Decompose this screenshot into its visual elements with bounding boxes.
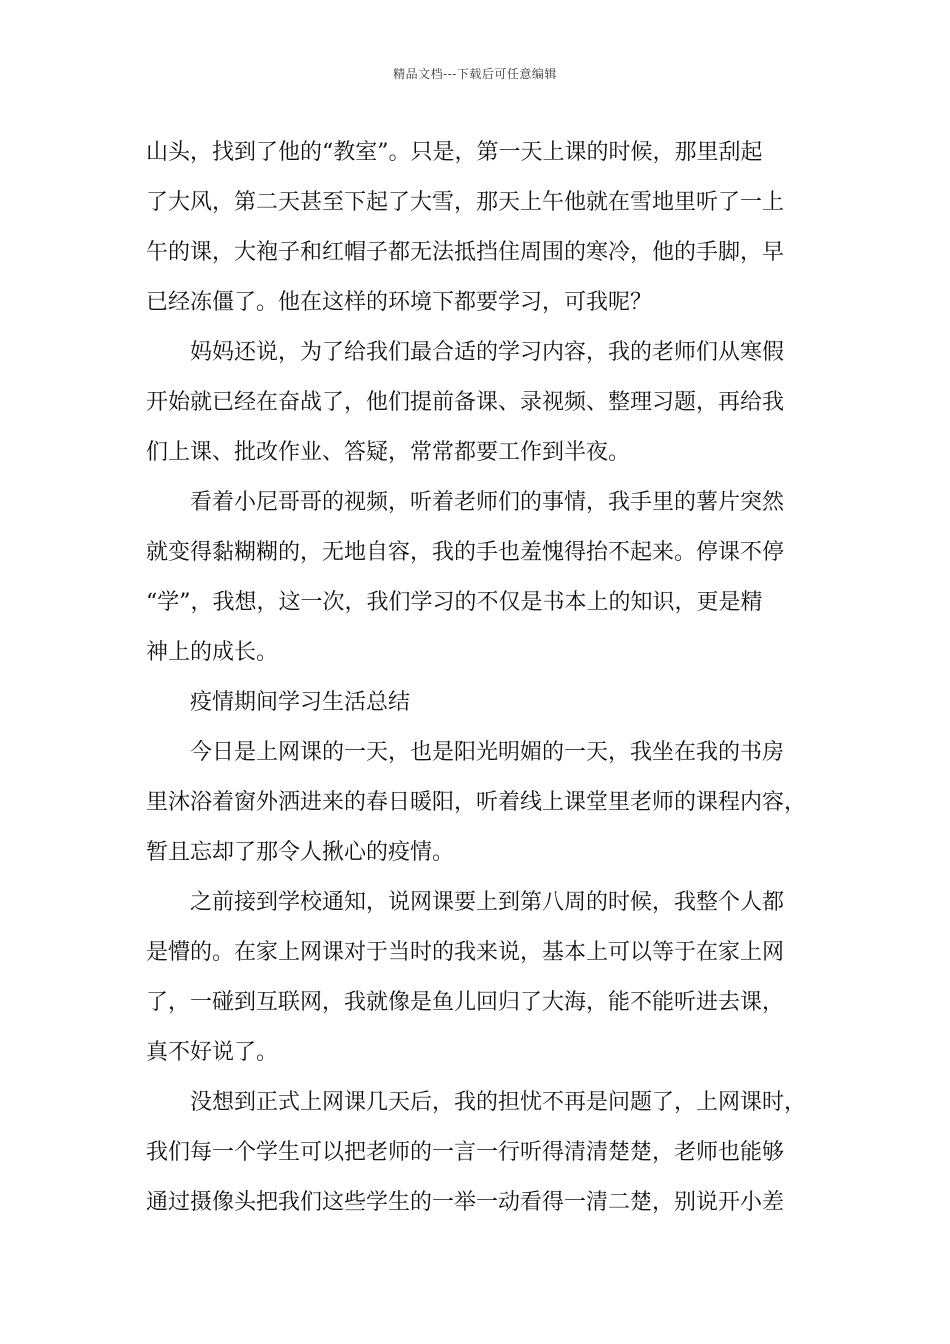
text-line: 山头，找到了他的“教室”。只是，第一天上课的时候，那里刮起 — [146, 140, 763, 165]
text-line: 疫情期间学习生活总结 — [190, 690, 411, 715]
text-line: 真不好说了。 — [146, 1040, 279, 1065]
text-line: 我们每一个学生可以把老师的一言一行听得清清楚楚，老师也能够 — [146, 1140, 785, 1165]
text-line: 是懵的。在家上网课对于当时的我来说，基本上可以等于在家上网 — [146, 940, 785, 965]
text-line: 们上课、批改作业、答疑，常常都要工作到半夜。 — [146, 440, 631, 465]
text-line: 了，一碰到互联网，我就像是鱼儿回归了大海，能不能听进去课， — [146, 990, 785, 1015]
text-line: 开始就已经在奋战了，他们提前备课、录视频、整理习题，再给我 — [146, 390, 785, 415]
body-text — [146, 128, 810, 1228]
text-line: 通过摄像头把我们这些学生的一举一动看得一清二楚，别说开小差 — [146, 1190, 785, 1215]
text-line: “学”，我想，这一次，我们学习的不仅是书本上的知识，更是精 — [146, 590, 763, 615]
text-line: 就变得黏糊糊的，无地自容，我的手也羞愧得抬不起来。停课不停 — [146, 540, 785, 565]
text-line: 之前接到学校通知，说网课要上到第八周的时候，我整个人都 — [190, 890, 785, 915]
text-line: 没想到正式上网课几天后，我的担忧不再是问题了，上网课时， — [190, 1090, 807, 1115]
text-line: 看着小尼哥哥的视频，听着老师们的事情，我手里的薯片突然 — [190, 490, 785, 515]
text-line: 午的课，大袍子和红帽子都无法抵挡住周围的寒冷，他的手脚，早 — [146, 240, 785, 265]
text-line: 神上的成长。 — [146, 640, 279, 665]
text-line: 今日是上网课的一天，也是阳光明媚的一天，我坐在我的书房 — [190, 740, 785, 765]
text-line: 了大风，第二天甚至下起了大雪，那天上午他就在雪地里听了一上 — [146, 190, 785, 215]
text-line: 已经冻僵了。他在这样的环境下都要学习，可我呢？ — [146, 290, 653, 315]
text-line: 里沐浴着窗外洒进来的春日暖阳，听着线上课堂里老师的课程内容， — [146, 790, 807, 815]
text-line: 暂且忘却了那令人揪心的疫情。 — [146, 840, 455, 865]
text-line: 妈妈还说，为了给我们最合适的学习内容，我的老师们从寒假 — [190, 340, 785, 365]
page-header: 精品文档---下载后可任意编辑 — [393, 67, 557, 81]
